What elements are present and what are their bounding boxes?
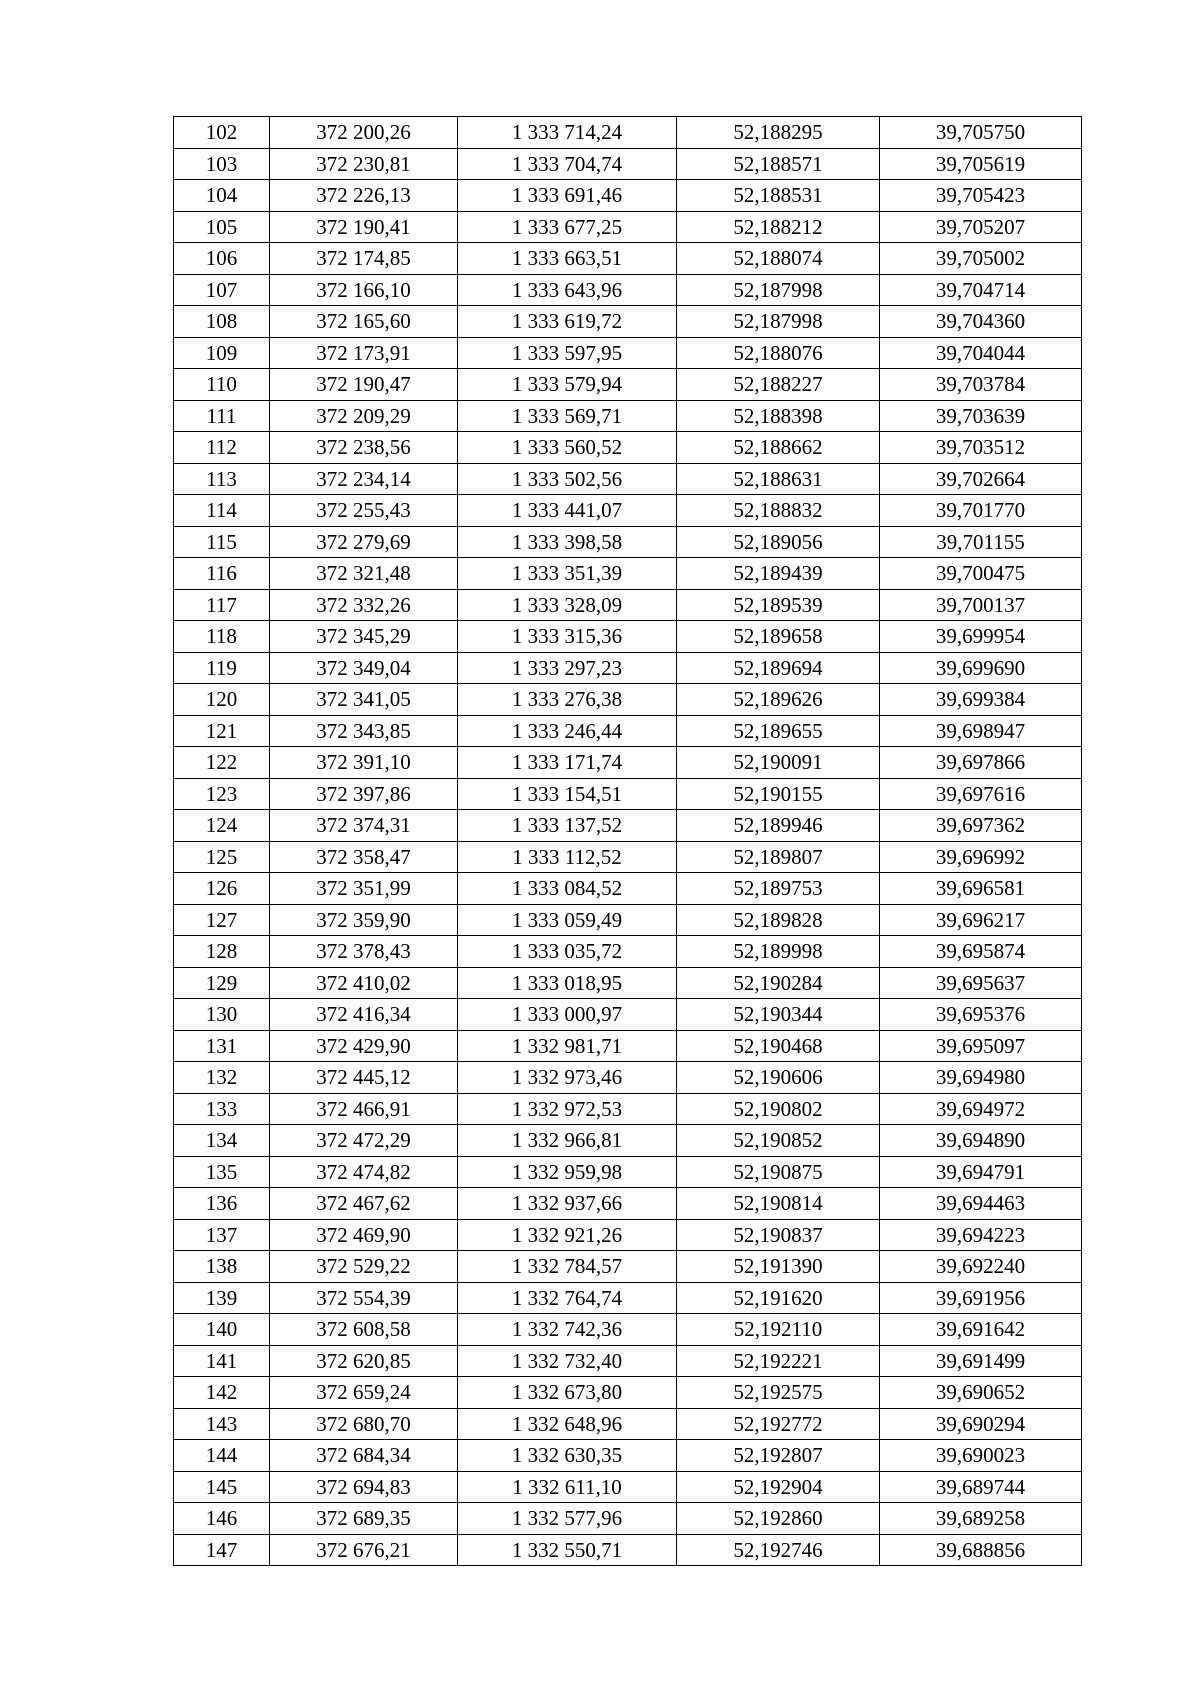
point-number-cell: 135 xyxy=(174,1156,270,1188)
x-coordinate-cell: 372 358,47 xyxy=(270,841,458,873)
latitude-cell: 52,187998 xyxy=(677,274,880,306)
table-row xyxy=(174,306,1082,338)
latitude-cell: 52,189828 xyxy=(677,904,880,936)
longitude-cell: 39,698947 xyxy=(880,715,1082,747)
point-number-cell: 146 xyxy=(174,1503,270,1535)
x-coordinate-cell: 372 469,90 xyxy=(270,1219,458,1251)
point-number-cell: 137 xyxy=(174,1219,270,1251)
table-row xyxy=(174,873,1082,905)
longitude-cell: 39,691956 xyxy=(880,1282,1082,1314)
point-number-cell: 141 xyxy=(174,1345,270,1377)
longitude-cell: 39,694972 xyxy=(880,1093,1082,1125)
point-number-cell: 113 xyxy=(174,463,270,495)
point-number-cell: 112 xyxy=(174,432,270,464)
x-coordinate-cell: 372 445,12 xyxy=(270,1062,458,1094)
point-number-cell: 139 xyxy=(174,1282,270,1314)
coordinates-table-body xyxy=(174,117,1082,1566)
x-coordinate-cell: 372 466,91 xyxy=(270,1093,458,1125)
table-row xyxy=(174,715,1082,747)
table-row xyxy=(174,495,1082,527)
y-coordinate-cell: 1 332 630,35 xyxy=(458,1440,677,1472)
longitude-cell: 39,690023 xyxy=(880,1440,1082,1472)
y-coordinate-cell: 1 332 972,53 xyxy=(458,1093,677,1125)
point-number-cell: 123 xyxy=(174,778,270,810)
x-coordinate-cell: 372 474,82 xyxy=(270,1156,458,1188)
table-row xyxy=(174,117,1082,149)
point-number-cell: 127 xyxy=(174,904,270,936)
longitude-cell: 39,697616 xyxy=(880,778,1082,810)
point-number-cell: 104 xyxy=(174,180,270,212)
table-row xyxy=(174,1440,1082,1472)
table-row xyxy=(174,1503,1082,1535)
x-coordinate-cell: 372 332,26 xyxy=(270,589,458,621)
latitude-cell: 52,190155 xyxy=(677,778,880,810)
table-row xyxy=(174,1030,1082,1062)
latitude-cell: 52,189439 xyxy=(677,558,880,590)
table-row xyxy=(174,180,1082,212)
x-coordinate-cell: 372 429,90 xyxy=(270,1030,458,1062)
x-coordinate-cell: 372 554,39 xyxy=(270,1282,458,1314)
longitude-cell: 39,699690 xyxy=(880,652,1082,684)
y-coordinate-cell: 1 332 742,36 xyxy=(458,1314,677,1346)
y-coordinate-cell: 1 332 981,71 xyxy=(458,1030,677,1062)
table-row xyxy=(174,1156,1082,1188)
longitude-cell: 39,702664 xyxy=(880,463,1082,495)
latitude-cell: 52,187998 xyxy=(677,306,880,338)
y-coordinate-cell: 1 333 569,71 xyxy=(458,400,677,432)
table-row xyxy=(174,1125,1082,1157)
x-coordinate-cell: 372 359,90 xyxy=(270,904,458,936)
table-row xyxy=(174,337,1082,369)
latitude-cell: 52,190814 xyxy=(677,1188,880,1220)
latitude-cell: 52,189539 xyxy=(677,589,880,621)
table-row xyxy=(174,243,1082,275)
y-coordinate-cell: 1 333 597,95 xyxy=(458,337,677,369)
table-row xyxy=(174,936,1082,968)
longitude-cell: 39,690652 xyxy=(880,1377,1082,1409)
longitude-cell: 39,689258 xyxy=(880,1503,1082,1535)
x-coordinate-cell: 372 343,85 xyxy=(270,715,458,747)
latitude-cell: 52,191620 xyxy=(677,1282,880,1314)
y-coordinate-cell: 1 333 663,51 xyxy=(458,243,677,275)
point-number-cell: 133 xyxy=(174,1093,270,1125)
y-coordinate-cell: 1 332 611,10 xyxy=(458,1471,677,1503)
point-number-cell: 109 xyxy=(174,337,270,369)
table-row xyxy=(174,211,1082,243)
y-coordinate-cell: 1 332 973,46 xyxy=(458,1062,677,1094)
y-coordinate-cell: 1 333 441,07 xyxy=(458,495,677,527)
table-row xyxy=(174,1062,1082,1094)
latitude-cell: 52,188631 xyxy=(677,463,880,495)
table-row xyxy=(174,1282,1082,1314)
table-row xyxy=(174,463,1082,495)
point-number-cell: 118 xyxy=(174,621,270,653)
x-coordinate-cell: 372 676,21 xyxy=(270,1534,458,1566)
y-coordinate-cell: 1 333 112,52 xyxy=(458,841,677,873)
table-row xyxy=(174,621,1082,653)
longitude-cell: 39,688856 xyxy=(880,1534,1082,1566)
y-coordinate-cell: 1 332 732,40 xyxy=(458,1345,677,1377)
table-row xyxy=(174,841,1082,873)
point-number-cell: 121 xyxy=(174,715,270,747)
x-coordinate-cell: 372 341,05 xyxy=(270,684,458,716)
point-number-cell: 119 xyxy=(174,652,270,684)
point-number-cell: 131 xyxy=(174,1030,270,1062)
x-coordinate-cell: 372 190,41 xyxy=(270,211,458,243)
longitude-cell: 39,695874 xyxy=(880,936,1082,968)
y-coordinate-cell: 1 333 297,23 xyxy=(458,652,677,684)
longitude-cell: 39,701770 xyxy=(880,495,1082,527)
y-coordinate-cell: 1 333 398,58 xyxy=(458,526,677,558)
latitude-cell: 52,190802 xyxy=(677,1093,880,1125)
longitude-cell: 39,692240 xyxy=(880,1251,1082,1283)
x-coordinate-cell: 372 374,31 xyxy=(270,810,458,842)
latitude-cell: 52,192575 xyxy=(677,1377,880,1409)
y-coordinate-cell: 1 332 966,81 xyxy=(458,1125,677,1157)
point-number-cell: 107 xyxy=(174,274,270,306)
longitude-cell: 39,694890 xyxy=(880,1125,1082,1157)
longitude-cell: 39,699954 xyxy=(880,621,1082,653)
longitude-cell: 39,694463 xyxy=(880,1188,1082,1220)
x-coordinate-cell: 372 472,29 xyxy=(270,1125,458,1157)
latitude-cell: 52,189753 xyxy=(677,873,880,905)
longitude-cell: 39,705750 xyxy=(880,117,1082,149)
point-number-cell: 117 xyxy=(174,589,270,621)
point-number-cell: 124 xyxy=(174,810,270,842)
y-coordinate-cell: 1 333 579,94 xyxy=(458,369,677,401)
table-row xyxy=(174,1314,1082,1346)
latitude-cell: 52,190344 xyxy=(677,999,880,1031)
latitude-cell: 52,189694 xyxy=(677,652,880,684)
latitude-cell: 52,189626 xyxy=(677,684,880,716)
y-coordinate-cell: 1 333 560,52 xyxy=(458,432,677,464)
x-coordinate-cell: 372 230,81 xyxy=(270,148,458,180)
table-row xyxy=(174,904,1082,936)
longitude-cell: 39,701155 xyxy=(880,526,1082,558)
x-coordinate-cell: 372 620,85 xyxy=(270,1345,458,1377)
x-coordinate-cell: 372 238,56 xyxy=(270,432,458,464)
longitude-cell: 39,704360 xyxy=(880,306,1082,338)
latitude-cell: 52,192110 xyxy=(677,1314,880,1346)
y-coordinate-cell: 1 333 018,95 xyxy=(458,967,677,999)
longitude-cell: 39,697866 xyxy=(880,747,1082,779)
point-number-cell: 143 xyxy=(174,1408,270,1440)
latitude-cell: 52,192746 xyxy=(677,1534,880,1566)
x-coordinate-cell: 372 694,83 xyxy=(270,1471,458,1503)
table-row xyxy=(174,684,1082,716)
x-coordinate-cell: 372 410,02 xyxy=(270,967,458,999)
latitude-cell: 52,188531 xyxy=(677,180,880,212)
coordinates-table xyxy=(173,116,1082,1566)
y-coordinate-cell: 1 333 704,74 xyxy=(458,148,677,180)
table-row xyxy=(174,1093,1082,1125)
longitude-cell: 39,697362 xyxy=(880,810,1082,842)
latitude-cell: 52,188662 xyxy=(677,432,880,464)
x-coordinate-cell: 372 659,24 xyxy=(270,1377,458,1409)
x-coordinate-cell: 372 378,43 xyxy=(270,936,458,968)
x-coordinate-cell: 372 345,29 xyxy=(270,621,458,653)
x-coordinate-cell: 372 351,99 xyxy=(270,873,458,905)
table-row xyxy=(174,1188,1082,1220)
x-coordinate-cell: 372 321,48 xyxy=(270,558,458,590)
latitude-cell: 52,192807 xyxy=(677,1440,880,1472)
point-number-cell: 125 xyxy=(174,841,270,873)
latitude-cell: 52,189998 xyxy=(677,936,880,968)
latitude-cell: 52,192221 xyxy=(677,1345,880,1377)
table-row xyxy=(174,1408,1082,1440)
latitude-cell: 52,190837 xyxy=(677,1219,880,1251)
x-coordinate-cell: 372 391,10 xyxy=(270,747,458,779)
latitude-cell: 52,189056 xyxy=(677,526,880,558)
latitude-cell: 52,189946 xyxy=(677,810,880,842)
latitude-cell: 52,189807 xyxy=(677,841,880,873)
x-coordinate-cell: 372 226,13 xyxy=(270,180,458,212)
longitude-cell: 39,691642 xyxy=(880,1314,1082,1346)
x-coordinate-cell: 372 689,35 xyxy=(270,1503,458,1535)
y-coordinate-cell: 1 332 673,80 xyxy=(458,1377,677,1409)
y-coordinate-cell: 1 333 000,97 xyxy=(458,999,677,1031)
latitude-cell: 52,188398 xyxy=(677,400,880,432)
table-row xyxy=(174,967,1082,999)
y-coordinate-cell: 1 333 502,56 xyxy=(458,463,677,495)
latitude-cell: 52,188076 xyxy=(677,337,880,369)
longitude-cell: 39,696581 xyxy=(880,873,1082,905)
latitude-cell: 52,188074 xyxy=(677,243,880,275)
longitude-cell: 39,695097 xyxy=(880,1030,1082,1062)
y-coordinate-cell: 1 333 276,38 xyxy=(458,684,677,716)
latitude-cell: 52,190284 xyxy=(677,967,880,999)
latitude-cell: 52,188571 xyxy=(677,148,880,180)
point-number-cell: 115 xyxy=(174,526,270,558)
point-number-cell: 110 xyxy=(174,369,270,401)
table-row xyxy=(174,432,1082,464)
point-number-cell: 114 xyxy=(174,495,270,527)
y-coordinate-cell: 1 333 691,46 xyxy=(458,180,677,212)
longitude-cell: 39,705423 xyxy=(880,180,1082,212)
longitude-cell: 39,696992 xyxy=(880,841,1082,873)
x-coordinate-cell: 372 467,62 xyxy=(270,1188,458,1220)
latitude-cell: 52,188832 xyxy=(677,495,880,527)
x-coordinate-cell: 372 190,47 xyxy=(270,369,458,401)
longitude-cell: 39,703784 xyxy=(880,369,1082,401)
point-number-cell: 145 xyxy=(174,1471,270,1503)
y-coordinate-cell: 1 332 764,74 xyxy=(458,1282,677,1314)
longitude-cell: 39,694980 xyxy=(880,1062,1082,1094)
longitude-cell: 39,703512 xyxy=(880,432,1082,464)
x-coordinate-cell: 372 166,10 xyxy=(270,274,458,306)
point-number-cell: 138 xyxy=(174,1251,270,1283)
table-row xyxy=(174,400,1082,432)
y-coordinate-cell: 1 332 550,71 xyxy=(458,1534,677,1566)
y-coordinate-cell: 1 333 315,36 xyxy=(458,621,677,653)
x-coordinate-cell: 372 684,34 xyxy=(270,1440,458,1472)
y-coordinate-cell: 1 332 921,26 xyxy=(458,1219,677,1251)
y-coordinate-cell: 1 332 937,66 xyxy=(458,1188,677,1220)
latitude-cell: 52,190468 xyxy=(677,1030,880,1062)
table-row xyxy=(174,652,1082,684)
point-number-cell: 120 xyxy=(174,684,270,716)
point-number-cell: 134 xyxy=(174,1125,270,1157)
y-coordinate-cell: 1 332 959,98 xyxy=(458,1156,677,1188)
latitude-cell: 52,190875 xyxy=(677,1156,880,1188)
latitude-cell: 52,189655 xyxy=(677,715,880,747)
longitude-cell: 39,695637 xyxy=(880,967,1082,999)
y-coordinate-cell: 1 333 084,52 xyxy=(458,873,677,905)
table-row xyxy=(174,747,1082,779)
longitude-cell: 39,695376 xyxy=(880,999,1082,1031)
latitude-cell: 52,190852 xyxy=(677,1125,880,1157)
point-number-cell: 106 xyxy=(174,243,270,275)
longitude-cell: 39,691499 xyxy=(880,1345,1082,1377)
longitude-cell: 39,700475 xyxy=(880,558,1082,590)
point-number-cell: 126 xyxy=(174,873,270,905)
table-row xyxy=(174,526,1082,558)
table-row xyxy=(174,558,1082,590)
longitude-cell: 39,700137 xyxy=(880,589,1082,621)
x-coordinate-cell: 372 173,91 xyxy=(270,337,458,369)
latitude-cell: 52,191390 xyxy=(677,1251,880,1283)
latitude-cell: 52,188227 xyxy=(677,369,880,401)
longitude-cell: 39,699384 xyxy=(880,684,1082,716)
table-row xyxy=(174,1471,1082,1503)
y-coordinate-cell: 1 332 648,96 xyxy=(458,1408,677,1440)
point-number-cell: 129 xyxy=(174,967,270,999)
y-coordinate-cell: 1 333 059,49 xyxy=(458,904,677,936)
point-number-cell: 102 xyxy=(174,117,270,149)
latitude-cell: 52,192772 xyxy=(677,1408,880,1440)
x-coordinate-cell: 372 209,29 xyxy=(270,400,458,432)
x-coordinate-cell: 372 165,60 xyxy=(270,306,458,338)
point-number-cell: 128 xyxy=(174,936,270,968)
point-number-cell: 122 xyxy=(174,747,270,779)
table-row xyxy=(174,810,1082,842)
point-number-cell: 144 xyxy=(174,1440,270,1472)
y-coordinate-cell: 1 333 328,09 xyxy=(458,589,677,621)
x-coordinate-cell: 372 680,70 xyxy=(270,1408,458,1440)
longitude-cell: 39,694223 xyxy=(880,1219,1082,1251)
point-number-cell: 108 xyxy=(174,306,270,338)
longitude-cell: 39,689744 xyxy=(880,1471,1082,1503)
longitude-cell: 39,703639 xyxy=(880,400,1082,432)
longitude-cell: 39,705207 xyxy=(880,211,1082,243)
y-coordinate-cell: 1 333 677,25 xyxy=(458,211,677,243)
x-coordinate-cell: 372 397,86 xyxy=(270,778,458,810)
latitude-cell: 52,190091 xyxy=(677,747,880,779)
table-row xyxy=(174,778,1082,810)
y-coordinate-cell: 1 333 137,52 xyxy=(458,810,677,842)
point-number-cell: 111 xyxy=(174,400,270,432)
x-coordinate-cell: 372 416,34 xyxy=(270,999,458,1031)
point-number-cell: 132 xyxy=(174,1062,270,1094)
longitude-cell: 39,694791 xyxy=(880,1156,1082,1188)
point-number-cell: 105 xyxy=(174,211,270,243)
y-coordinate-cell: 1 333 714,24 xyxy=(458,117,677,149)
table-row xyxy=(174,274,1082,306)
x-coordinate-cell: 372 349,04 xyxy=(270,652,458,684)
point-number-cell: 142 xyxy=(174,1377,270,1409)
longitude-cell: 39,690294 xyxy=(880,1408,1082,1440)
x-coordinate-cell: 372 174,85 xyxy=(270,243,458,275)
table-row xyxy=(174,1219,1082,1251)
y-coordinate-cell: 1 332 577,96 xyxy=(458,1503,677,1535)
table-row xyxy=(174,999,1082,1031)
longitude-cell: 39,705002 xyxy=(880,243,1082,275)
table-row xyxy=(174,1345,1082,1377)
x-coordinate-cell: 372 608,58 xyxy=(270,1314,458,1346)
y-coordinate-cell: 1 333 351,39 xyxy=(458,558,677,590)
longitude-cell: 39,705619 xyxy=(880,148,1082,180)
y-coordinate-cell: 1 333 246,44 xyxy=(458,715,677,747)
latitude-cell: 52,192860 xyxy=(677,1503,880,1535)
latitude-cell: 52,188212 xyxy=(677,211,880,243)
y-coordinate-cell: 1 333 171,74 xyxy=(458,747,677,779)
table-row xyxy=(174,369,1082,401)
latitude-cell: 52,190606 xyxy=(677,1062,880,1094)
point-number-cell: 136 xyxy=(174,1188,270,1220)
table-row xyxy=(174,589,1082,621)
y-coordinate-cell: 1 333 154,51 xyxy=(458,778,677,810)
point-number-cell: 140 xyxy=(174,1314,270,1346)
table-row xyxy=(174,1251,1082,1283)
x-coordinate-cell: 372 200,26 xyxy=(270,117,458,149)
x-coordinate-cell: 372 529,22 xyxy=(270,1251,458,1283)
longitude-cell: 39,704714 xyxy=(880,274,1082,306)
table-row xyxy=(174,1534,1082,1566)
point-number-cell: 103 xyxy=(174,148,270,180)
longitude-cell: 39,704044 xyxy=(880,337,1082,369)
point-number-cell: 130 xyxy=(174,999,270,1031)
point-number-cell: 147 xyxy=(174,1534,270,1566)
latitude-cell: 52,188295 xyxy=(677,117,880,149)
point-number-cell: 116 xyxy=(174,558,270,590)
latitude-cell: 52,192904 xyxy=(677,1471,880,1503)
longitude-cell: 39,696217 xyxy=(880,904,1082,936)
x-coordinate-cell: 372 234,14 xyxy=(270,463,458,495)
y-coordinate-cell: 1 333 643,96 xyxy=(458,274,677,306)
latitude-cell: 52,189658 xyxy=(677,621,880,653)
y-coordinate-cell: 1 333 619,72 xyxy=(458,306,677,338)
table-row xyxy=(174,1377,1082,1409)
y-coordinate-cell: 1 332 784,57 xyxy=(458,1251,677,1283)
x-coordinate-cell: 372 255,43 xyxy=(270,495,458,527)
y-coordinate-cell: 1 333 035,72 xyxy=(458,936,677,968)
table-row xyxy=(174,148,1082,180)
x-coordinate-cell: 372 279,69 xyxy=(270,526,458,558)
